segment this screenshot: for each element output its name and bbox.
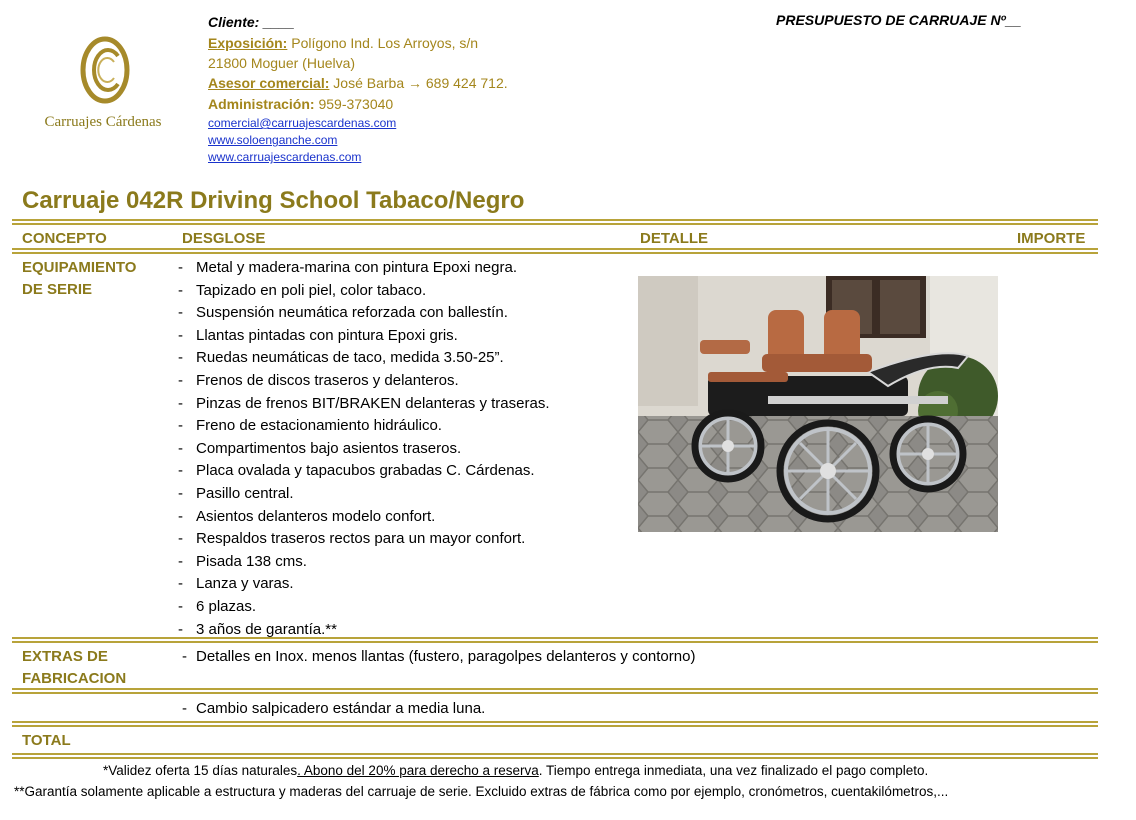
cc-monogram-icon — [74, 34, 136, 106]
divider — [12, 637, 1098, 643]
exhibition-line — [208, 33, 478, 53]
standard-equipment-list — [178, 257, 550, 641]
advisor-value: José Barba → 689 424 712. — [329, 75, 508, 91]
list-item: - Freno de estacionamiento hidráulico. — [178, 417, 442, 435]
list-item: - Lanza y varas. — [178, 575, 294, 593]
divider — [12, 248, 1098, 254]
list-item: - 3 años de garantía.** — [178, 620, 337, 638]
company-logo — [28, 34, 178, 134]
extras-list — [182, 646, 696, 669]
web-link-carruajes[interactable]: www.carruajescardenas.com — [208, 150, 362, 164]
carriage-image — [638, 276, 998, 532]
section-label-standard: EQUIPAMIENTO DE SERIE — [22, 259, 137, 298]
column-header-importe: IMPORTE — [1017, 230, 1086, 247]
quote-title: PRESUPUESTO DE CARRUAJE Nº__ — [776, 12, 1022, 28]
list-item: - Pinzas de frenos BIT/BRAKEN delanteras y traseras. — [178, 394, 550, 412]
divider — [12, 688, 1098, 694]
footer-warranty: **Garantía solamente aplicable a estructura y maderas del carruaje de serie. Excluido extras de fábrica como por ejemplo, cronómetros, cuentakilómetros,... — [14, 784, 949, 799]
list-item: - Cambio salpicadero estándar a media luna. — [182, 700, 486, 717]
advisor-line — [208, 73, 508, 93]
brand-name: Carruajes Cárdenas — [44, 114, 162, 130]
admin-phone: 959-373040 — [314, 96, 394, 112]
carriage-photo — [638, 276, 998, 532]
exhibition-address: Polígono Ind. Los Arroyos, s/n — [287, 35, 479, 51]
list-item: - Pisada 138 cms. — [178, 552, 307, 570]
admin-line — [208, 94, 393, 114]
list-item: - Frenos de discos traseros y delanteros. — [178, 371, 459, 389]
list-item: - Respaldos traseros rectos para un mayor confort. — [178, 530, 526, 548]
extras-list-2 — [182, 698, 485, 721]
exhibition-label: Exposición: — [208, 35, 288, 51]
list-item: - Metal y madera-marina con pintura Epoxi negra. — [178, 259, 517, 276]
footer-validity: *Validez oferta 15 días naturales. Abono del 20% para derecho a reserva. Tiempo entrega inmediata, una vez finalizado el pago completo. — [103, 763, 929, 778]
column-header-concepto: CONCEPTO — [22, 230, 107, 247]
total-label: TOTAL — [22, 732, 71, 749]
exhibition-city: 21800 Moguer (Huelva) — [208, 55, 356, 71]
list-item: - Pasillo central. — [178, 484, 294, 502]
client-field: Cliente: ____ — [208, 14, 295, 30]
list-item: - Tapizado en poli piel, color tabaco. — [178, 281, 427, 299]
list-item: - Suspensión neumática reforzada con ballestín. — [178, 304, 508, 322]
admin-label: Administración: — [208, 96, 315, 112]
section-label-extras: EXTRAS DE FABRICACION — [22, 648, 127, 687]
list-item: - Llantas pintadas con pintura Epoxi gris. — [178, 326, 458, 344]
list-item: - Placa ovalada y tapacubos grabadas C. Cárdenas. — [178, 462, 535, 480]
divider — [12, 753, 1098, 759]
list-item: - Asientos delanteros modelo confort. — [178, 507, 436, 525]
list-item: - Compartimentos bajo asientos traseros. — [178, 439, 462, 457]
product-title: Carruaje 042R Driving School Tabaco/Negro — [22, 187, 525, 214]
column-header-detalle: DETALLE — [640, 230, 709, 247]
list-item: - Ruedas neumáticas de taco, medida 3.50-25”. — [178, 349, 504, 367]
web-link-soloenganche[interactable]: www.soloenganche.com — [208, 133, 338, 147]
advisor-label: Asesor comercial: — [208, 75, 330, 91]
email-link[interactable]: comercial@carruajescardenas.com — [208, 116, 397, 130]
list-item: - 6 plazas. — [178, 597, 257, 615]
list-item: - Detalles en Inox. menos llantas (fustero, paragolpes delanteros y contorno) — [182, 648, 696, 665]
column-header-desglose: DESGLOSE — [182, 230, 266, 247]
divider — [12, 219, 1098, 225]
divider — [12, 721, 1098, 727]
